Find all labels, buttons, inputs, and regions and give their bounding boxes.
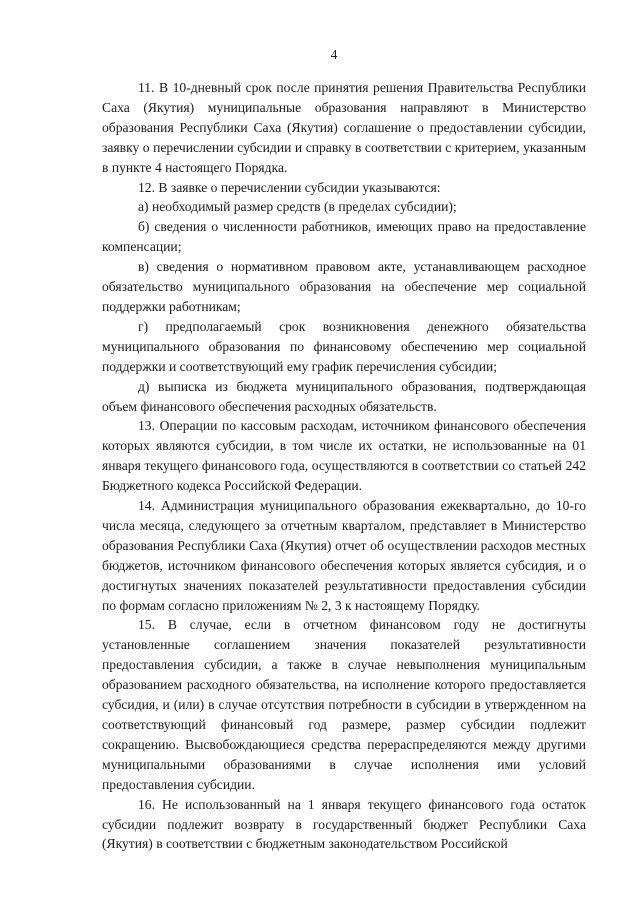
paragraph-12-item-a: а) необходимый размер средств (в пределах субсидии); [138,199,457,215]
paragraph-12: 12. В заявке о перечислении субсидии указываются: [138,179,441,195]
paragraph-14: 14. Администрация муниципального образования ежеквартально, до 10-го числа месяца, следующего за отчетным кварталом, представляет в Министерство образования Республики Саха (Якутия) отчет об осуществлении расходов местных бюджетов, источником финансового обеспечения которых является субсидия, и о достигнутых значениях показателей результативности предоставления субсидии по формам согласно приложениям № 2, 3 к настоящему Порядку. [102,498,586,613]
paragraph-12-item-v: в) сведения о нормативном правовом акте, устанавливающем расходное обязательство муниципального образования на обеспечение мер социальной поддержки работникам; [102,259,586,314]
paragraph-13: 13. Операции по кассовым расходам, источником финансового обеспечения которых являются субсидии, в том числе их остатки, не использованные на 01 января текущего финансового года, осуществляются в соответствии со статьей 242 Бюджетного кодекса Российской Федерации. [102,418,586,494]
paragraph-15: 15. В случае, если в отчетном финансовом году не достигнуты установленные соглашением значения показателей результативности предоставления субсидии, а также в случае невыполнения муниципальным образованием расходного обязательства, на исполнение которого предоставляется субсидия, и (или) в случае отсутствия потребности в субсидии в утвержденном на соответствующий финансовый год размере, размер субсидии подлежит сокращению. Высвобождающиеся средства перераспределяются между другими муниципальными образованиями в случае исполнения ими условий предоставления субсидии. [102,617,586,792]
paragraph-12-item-d: д) выписка из бюджета муниципального образования, подтверждающая объем финансового обеспечения расходных обязательств. [102,378,586,414]
page-number: 4 [330,47,338,62]
paragraph-12-item-b: б) сведения о численности работников, имеющих право на предоставление компенсации; [102,219,586,255]
paragraph-12-item-g: г) предполагаемый срок возникновения денежного обязательства муниципального образования по финансовому обеспечению мер социальной поддержки и соответствующий ему график перечисления субсидии; [102,318,586,374]
document-body [102,78,586,854]
paragraph-11: 11. В 10-дневный срок после принятия решения Правительства Республики Саха (Якутия) муниципальные образования направляют в Министерство образования Республики Саха (Якутия) соглашение о предоставлении субсидии, заявку о перечислении субсидии и справку в соответствии с критерием, указанным в пункте 4 настоящего Порядка. [102,80,586,175]
paragraph-16: 16. Не использованный на 1 января текущего финансового года остаток субсидии подлежит возврату в государственный бюджет Республики Саха (Якутия) в соответствии с бюджетным законодательством Российской [102,796,586,852]
